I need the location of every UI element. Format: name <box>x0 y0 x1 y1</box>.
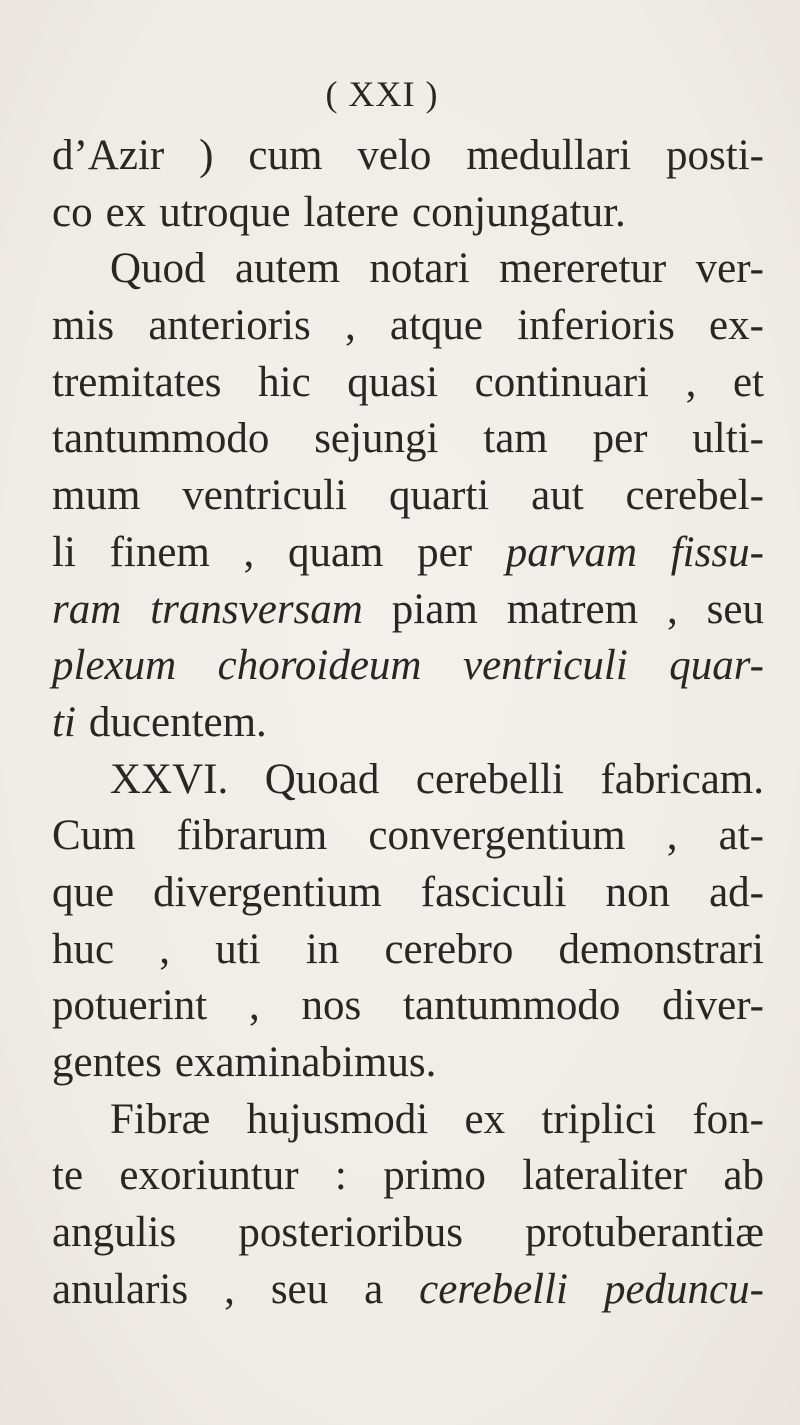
text-line <box>52 241 764 298</box>
word: triplici <box>541 1095 657 1143</box>
word: sejungi <box>314 415 439 463</box>
word: anterioris <box>148 302 311 350</box>
word: continuari <box>474 358 649 406</box>
word: notari <box>369 245 470 293</box>
word: seu <box>706 585 764 633</box>
word: potuerint <box>52 982 208 1030</box>
word: non <box>605 868 670 916</box>
italic-word: fissu- <box>670 528 764 576</box>
text-line <box>52 922 764 979</box>
word: per <box>592 415 648 463</box>
text-line <box>52 582 764 639</box>
word: que <box>52 868 115 916</box>
word: demonstrari <box>558 925 764 973</box>
word: exoriuntur <box>119 1152 299 1200</box>
word: convergentium <box>368 812 626 860</box>
word: co <box>52 188 93 236</box>
word: posti- <box>666 132 764 179</box>
text-line <box>52 1205 764 1262</box>
word: d’Azir <box>52 132 165 179</box>
text-line <box>52 1262 764 1319</box>
word: protuberantiæ <box>525 1209 764 1257</box>
word: , <box>224 1265 235 1313</box>
word: fibrarum <box>176 812 328 860</box>
word: ab <box>723 1152 764 1200</box>
italic-word: ram <box>52 585 122 633</box>
word: ad- <box>709 868 764 916</box>
italic-word: parvam <box>505 528 638 576</box>
word: fabricam. <box>600 755 764 803</box>
text-line <box>52 1148 764 1205</box>
word: latere <box>303 188 400 236</box>
word: autem <box>234 245 341 293</box>
word: diver- <box>662 982 764 1030</box>
word: li <box>52 528 76 576</box>
word: quasi <box>347 358 439 406</box>
word: examinabimus. <box>174 1039 437 1086</box>
word: atque <box>389 302 484 350</box>
word: mum <box>52 472 141 520</box>
word: cerebel- <box>625 472 764 520</box>
word: utroque <box>159 188 291 236</box>
word: a <box>364 1265 384 1313</box>
word: matrem <box>506 585 639 633</box>
word: seu <box>270 1265 329 1313</box>
word: tam <box>483 415 548 463</box>
text-line <box>52 525 764 582</box>
word: fon- <box>692 1095 764 1143</box>
italic-word: transversam <box>150 585 363 633</box>
word: cerebro <box>384 925 514 973</box>
word: quarti <box>388 472 490 520</box>
word: Fibræ <box>110 1095 211 1143</box>
italic-word: cerebelli <box>419 1265 568 1313</box>
text-line <box>52 128 764 185</box>
italic-word: choroideum <box>217 642 422 690</box>
word: cerebelli <box>415 755 564 803</box>
text-line <box>52 411 764 468</box>
word: mis <box>52 302 115 350</box>
word: tremitates <box>52 358 222 406</box>
word: tantummodo <box>403 982 621 1030</box>
text-line <box>52 468 764 525</box>
text-line <box>52 1035 764 1092</box>
body-text <box>52 128 764 1318</box>
word: piam <box>391 585 478 633</box>
word: et <box>732 358 764 406</box>
word: tantummodo <box>52 415 270 463</box>
word: primo <box>383 1152 486 1200</box>
word: hic <box>258 358 311 406</box>
word: aut <box>531 472 584 520</box>
word: uti <box>215 925 261 973</box>
word: , <box>249 982 260 1030</box>
italic-word: peduncu- <box>603 1265 764 1313</box>
word: , <box>344 302 356 350</box>
word: anularis <box>52 1265 189 1313</box>
word: lateraliter <box>522 1152 687 1200</box>
text-line <box>52 185 764 242</box>
italic-word: ventriculi <box>462 642 628 690</box>
word: cum <box>248 132 323 179</box>
word: , <box>159 925 171 973</box>
word: Cum <box>52 812 136 860</box>
word: gentes <box>52 1039 162 1086</box>
word: ventriculi <box>182 472 348 520</box>
word: velo <box>357 132 432 179</box>
word: posterioribus <box>238 1209 463 1257</box>
word: ulti- <box>692 415 764 463</box>
section-number: XXVI. <box>110 755 229 803</box>
word: ducentem. <box>88 698 267 746</box>
word: te <box>52 1152 84 1200</box>
word: ) <box>199 132 214 179</box>
word: conjungatur. <box>412 188 626 236</box>
text-line <box>52 638 764 695</box>
word: nos <box>301 982 362 1030</box>
word: at- <box>718 812 764 860</box>
word: ex <box>105 188 147 236</box>
word: in <box>305 925 340 973</box>
text-line <box>52 808 764 865</box>
word: quam <box>287 528 384 576</box>
word: divergentium <box>153 868 382 916</box>
text-line <box>52 695 764 752</box>
word: finem <box>109 528 210 576</box>
text-line <box>52 978 764 1035</box>
word: huc <box>52 925 115 973</box>
text-line <box>52 1092 764 1149</box>
word: inferioris <box>517 302 675 350</box>
word: ex <box>464 1095 506 1143</box>
word: Quod <box>110 245 206 293</box>
word: : <box>334 1152 347 1200</box>
word: hujusmodi <box>246 1095 429 1143</box>
text-line <box>52 865 764 922</box>
word: , <box>666 585 678 633</box>
word: , <box>666 812 678 860</box>
text-line <box>52 298 764 355</box>
page-number: ( XXI ) <box>325 74 439 114</box>
word: ex- <box>709 302 764 350</box>
section-heading-line <box>52 752 764 809</box>
word: , <box>243 528 255 576</box>
word: Quoad <box>264 755 380 803</box>
word: , <box>685 358 697 406</box>
word: angulis <box>52 1209 177 1257</box>
italic-word: plexum <box>52 642 177 690</box>
text-line <box>52 355 764 412</box>
italic-word: quar- <box>669 642 764 690</box>
word: medullari <box>466 132 632 179</box>
word: mereretur <box>499 245 667 293</box>
word: fasciculi <box>420 868 567 916</box>
word: per <box>417 528 473 576</box>
italic-word: ti <box>52 698 76 746</box>
word: ver- <box>695 245 764 293</box>
